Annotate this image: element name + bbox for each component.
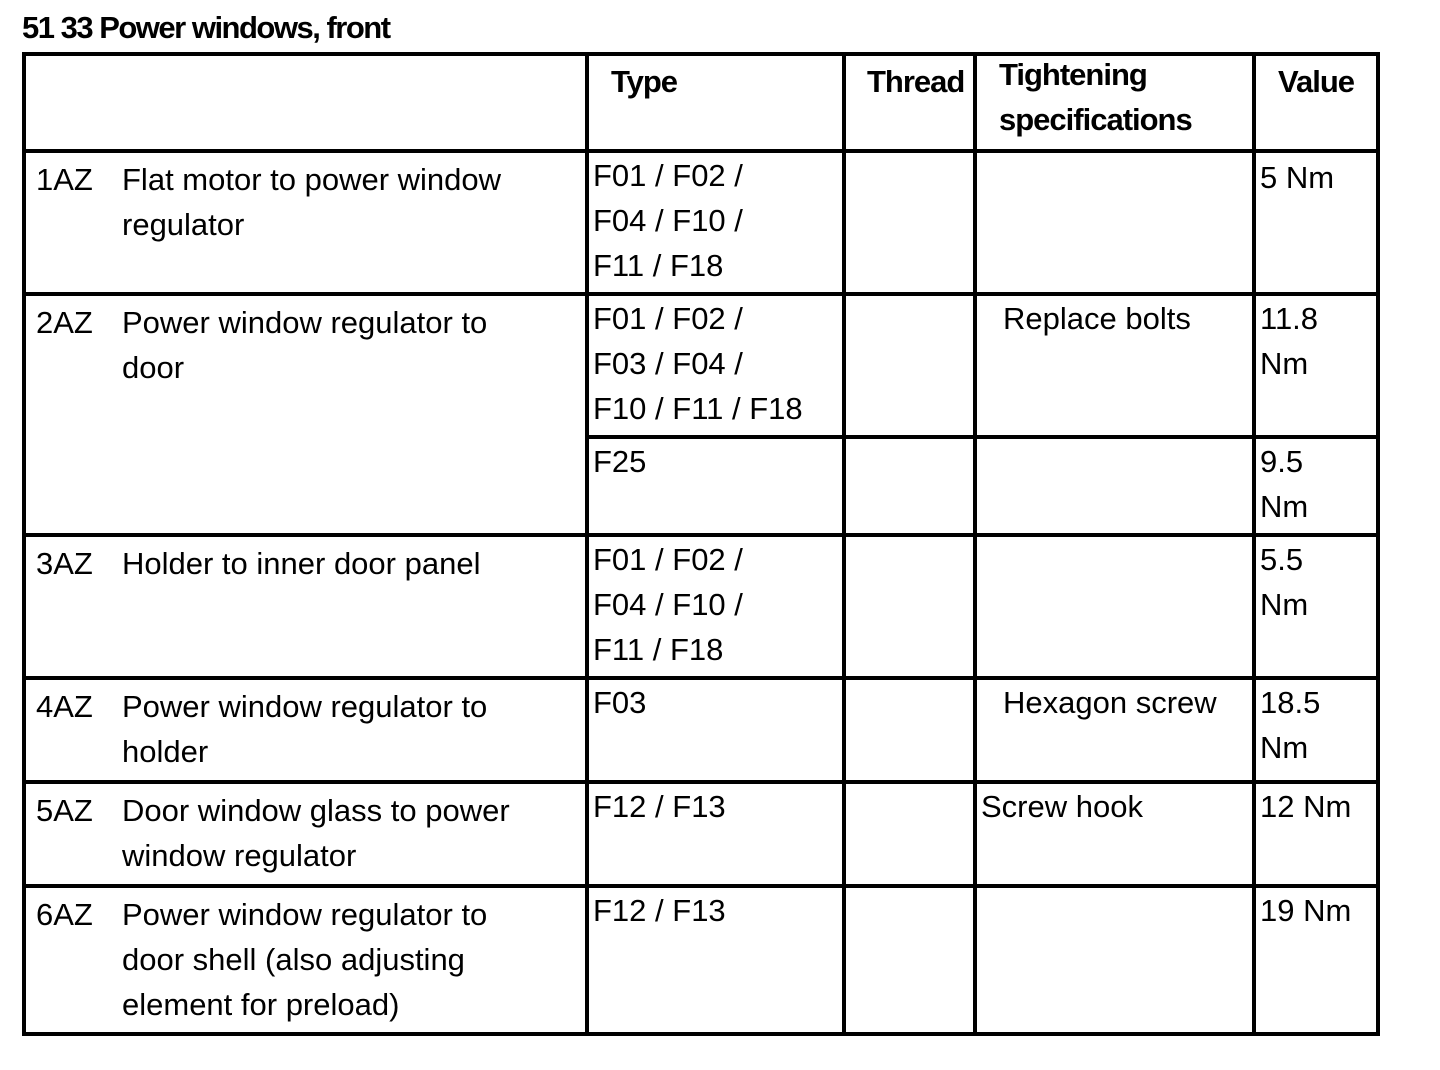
header-tightening — [975, 54, 1254, 151]
value-line: Nm — [1260, 489, 1309, 524]
spec-cell — [975, 535, 1254, 678]
item-cell — [24, 294, 587, 535]
desc-line: regulator — [122, 207, 245, 242]
item-description — [122, 157, 585, 247]
header-tightening-line2: specifications — [999, 102, 1192, 137]
item-cell — [24, 678, 587, 782]
value-line: 11.8 — [1260, 301, 1319, 336]
value-line: 9.5 — [1260, 444, 1304, 479]
value-line: 5 Nm — [1260, 160, 1335, 195]
value-cell — [1254, 535, 1378, 678]
thread-cell — [844, 535, 975, 678]
thread-cell — [844, 294, 975, 437]
type-line: F01 / F02 / — [593, 301, 743, 336]
item-code: 1AZ — [36, 162, 93, 197]
spec-cell — [975, 151, 1254, 294]
table-header-row — [24, 54, 1378, 151]
desc-line: element for preload) — [122, 987, 400, 1022]
table-row — [24, 678, 1378, 782]
value-cell — [1254, 886, 1378, 1034]
type-line: F03 — [593, 685, 647, 720]
item-code: 5AZ — [36, 793, 93, 828]
table-row — [24, 151, 1378, 294]
header-value: Value — [1254, 54, 1378, 151]
type-line: F11 / F18 — [593, 248, 724, 283]
item-code: 6AZ — [36, 897, 93, 932]
desc-line: holder — [122, 734, 209, 769]
value-cell — [1254, 678, 1378, 782]
desc-line: Power window regulator to — [122, 689, 488, 724]
header-blank — [24, 54, 587, 151]
type-line: F25 — [593, 444, 647, 479]
item-cell — [24, 886, 587, 1034]
item-description — [122, 684, 585, 774]
value-line: Nm — [1260, 346, 1309, 381]
thread-cell — [844, 678, 975, 782]
desc-line: window regulator — [122, 838, 357, 873]
type-line: F10 / F11 / F18 — [593, 391, 803, 426]
item-code: 2AZ — [36, 305, 93, 340]
item-description — [122, 300, 585, 390]
item-description — [122, 892, 585, 1027]
spec-cell: Screw hook — [975, 782, 1254, 886]
value-line: 19 Nm — [1260, 893, 1352, 928]
value-cell — [1254, 437, 1378, 535]
type-line: F04 / F10 / — [593, 203, 743, 238]
header-thread: Thread — [844, 54, 975, 151]
type-line: F12 / F13 — [593, 893, 726, 928]
thread-cell — [844, 782, 975, 886]
table-row — [24, 886, 1378, 1034]
type-line: F01 / F02 / — [593, 542, 743, 577]
item-code: 4AZ — [36, 689, 93, 724]
desc-line: door — [122, 350, 185, 385]
value-cell — [1254, 151, 1378, 294]
table-row — [24, 782, 1378, 886]
type-cell — [587, 151, 844, 294]
type-line: F04 / F10 / — [593, 587, 743, 622]
type-cell — [587, 294, 844, 437]
value-cell — [1254, 294, 1378, 437]
item-description — [122, 788, 585, 878]
spec-cell: Replace bolts — [975, 294, 1254, 437]
desc-line: Power window regulator to — [122, 305, 488, 340]
desc-line: Holder to inner door panel — [122, 546, 481, 581]
header-tightening-line1: Tightening — [999, 57, 1147, 92]
type-cell — [587, 678, 844, 782]
type-cell — [587, 437, 844, 535]
thread-cell — [844, 151, 975, 294]
value-cell — [1254, 782, 1378, 886]
type-cell — [587, 782, 844, 886]
type-line: F12 / F13 — [593, 789, 726, 824]
thread-cell — [844, 437, 975, 535]
table-row — [24, 535, 1378, 678]
item-cell — [24, 535, 587, 678]
type-line: F03 / F04 / — [593, 346, 743, 381]
value-line: 18.5 — [1260, 685, 1321, 720]
type-cell — [587, 535, 844, 678]
value-line: 5.5 — [1260, 542, 1304, 577]
item-cell — [24, 151, 587, 294]
spec-cell — [975, 437, 1254, 535]
desc-line: Flat motor to power window — [122, 162, 502, 197]
type-line: F01 / F02 / — [593, 158, 743, 193]
desc-line: door shell (also adjusting — [122, 942, 465, 977]
value-line: Nm — [1260, 730, 1309, 765]
value-line: Nm — [1260, 587, 1309, 622]
header-type: Type — [587, 54, 844, 151]
spec-cell — [975, 886, 1254, 1034]
type-cell — [587, 886, 844, 1034]
spec-cell: Hexagon screw — [975, 678, 1254, 782]
desc-line: Power window regulator to — [122, 897, 488, 932]
item-description — [122, 541, 585, 586]
item-code: 3AZ — [36, 546, 93, 581]
table-row — [24, 294, 1378, 437]
page-title: 51 33 Power windows, front — [22, 10, 390, 45]
desc-line: Door window glass to power — [122, 793, 510, 828]
thread-cell — [844, 886, 975, 1034]
item-cell — [24, 782, 587, 886]
type-line: F11 / F18 — [593, 632, 724, 667]
value-line: 12 Nm — [1260, 789, 1352, 824]
torque-spec-table — [22, 52, 1380, 1036]
